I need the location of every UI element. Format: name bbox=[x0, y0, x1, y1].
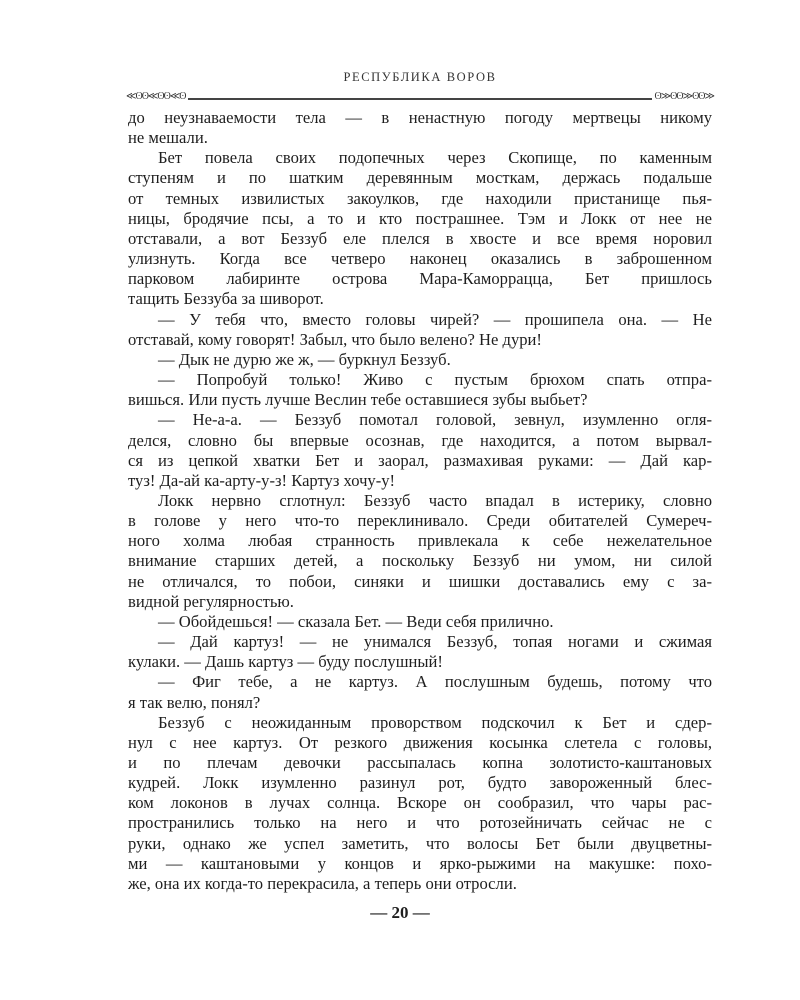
text-line: руки, однако же успел заметить, что волосы Бет были двуцветны- bbox=[128, 833, 712, 853]
text-line: — Не-а-а. — Беззуб помотал головой, зевнул, изумленно огля- bbox=[158, 410, 712, 430]
text-line: же, она их когда-то перекрасила, а теперь они отросли. bbox=[128, 873, 517, 893]
paragraph bbox=[128, 148, 712, 309]
text-line: отставали, а вот Беззуб еле плелся в хвосте и все время норовил bbox=[128, 228, 712, 248]
paragraph bbox=[128, 632, 712, 672]
text-line: нул с нее картуз. От резкого движения косынка слетела с головы, bbox=[128, 732, 712, 752]
paragraph bbox=[128, 370, 712, 410]
ornament-right-icon: ʘ≫ʘʘ≫ʘʘ≫ bbox=[654, 91, 714, 102]
text-line: вишься. Или пусть лучше Веслин тебе оставшиеся зубы выбьет? bbox=[128, 390, 588, 410]
body-text bbox=[128, 108, 712, 894]
text-line: улизнуть. Когда все четверо наконец оказались в заброшенном bbox=[128, 249, 712, 269]
paragraph bbox=[128, 672, 712, 712]
text-line: Локк нервно сглотнул: Беззуб часто впадал в истерику, словно bbox=[158, 490, 712, 510]
paragraph bbox=[128, 410, 712, 491]
paragraph bbox=[128, 612, 712, 632]
text-line: — У тебя что, вместо головы чирей? — прошипела она. — Не bbox=[158, 309, 712, 329]
paragraph bbox=[128, 310, 712, 350]
text-line: и по плечам девочки рассыпалась копна золотисто-каштановых bbox=[128, 753, 712, 772]
text-line: пространились только на него и что ротозейничать сейчас не с bbox=[128, 813, 712, 833]
text-line: — Попробуй только! Живо с пустым брюхом спать отпра- bbox=[158, 370, 712, 390]
text-line: ступеням и по шатким деревянным мосткам, держась подальше bbox=[128, 168, 712, 188]
text-line: от темных извилистых закоулков, где находили пристанище пья- bbox=[128, 188, 712, 208]
text-line: ми — каштановыми у концов и ярко-рыжими на макушке: похо- bbox=[128, 853, 712, 873]
text-line: ся из цепкой хватки Бет и заорал, размахивая руками: — Дай кар- bbox=[128, 450, 712, 470]
text-line: до неузнаваемости тела — в ненастную погоду мертвецы никому bbox=[128, 108, 712, 127]
text-line: тащить Беззуба за шиворот. bbox=[128, 289, 324, 309]
paragraph bbox=[128, 491, 712, 612]
text-line: я так велю, понял? bbox=[128, 692, 261, 712]
paragraph bbox=[128, 108, 712, 148]
text-line: ницы, бродячие псы, а то и кто пострашнее. Тэм и Локк от нее не bbox=[128, 208, 712, 228]
text-line: — Обойдешься! — сказала Бет. — Веди себя прилично. bbox=[158, 611, 554, 631]
text-line: видной регулярностью. bbox=[128, 591, 294, 611]
text-line: кудрей. Локк изумленно разинул рот, будто завороженный блес- bbox=[128, 773, 712, 793]
header-rule bbox=[126, 91, 714, 102]
page-number: — 20 — bbox=[370, 903, 430, 922]
text-line: делся, словно бы впервые осознав, где находится, а потом вырвал- bbox=[128, 430, 712, 450]
text-line: ком локонов в лучах солнца. Вскоре он сообразил, что чары рас- bbox=[128, 793, 712, 813]
text-line: кулаки. — Дашь картуз — буду послушный! bbox=[128, 652, 443, 672]
text-line: парковом лабиринте острова Мара-Каморрацца, Бет пришлось bbox=[128, 269, 712, 289]
rule-line bbox=[126, 98, 714, 100]
text-line: Беззуб с неожиданным проворством подскочил к Бет и сдер- bbox=[158, 712, 712, 732]
ornament-left-icon: ≪ʘʘ≪ʘʘ≪ʘ bbox=[126, 91, 186, 102]
text-line: туз! Да-ай ка-арту-у-з! Картуз хочу-у! bbox=[128, 470, 396, 490]
text-line: — Фиг тебе, а не картуз. А послушным будешь, потому что bbox=[158, 672, 712, 692]
text-line: не мешали. bbox=[128, 128, 208, 148]
text-line: — Дай картуз! — не унимался Беззуб, топая ногами и сжимая bbox=[158, 632, 712, 652]
text-line: Бет повела своих подопечных через Скопище, по каменным bbox=[158, 148, 712, 168]
text-line: внимание старших детей, а поскольку Беззуб ни умом, ни силой bbox=[128, 551, 712, 571]
text-line: ного холма любая странность привлекала к себе нежелательное bbox=[128, 531, 712, 551]
paragraph bbox=[128, 350, 712, 370]
text-line: — Дык не дурю же ж, — буркнул Беззуб. bbox=[158, 349, 451, 369]
paragraph bbox=[128, 713, 712, 894]
text-line: отставай, кому говорят! Забыл, что было велено? Не дури! bbox=[128, 329, 542, 349]
running-header: РЕСПУБЛИКА ВОРОВ bbox=[343, 70, 497, 84]
text-line: в голове у него что-то переклинивало. Среди обитателей Сумереч- bbox=[128, 511, 712, 531]
text-line: не отличался, то побои, синяки и шишки доставались ему с за- bbox=[128, 571, 712, 591]
